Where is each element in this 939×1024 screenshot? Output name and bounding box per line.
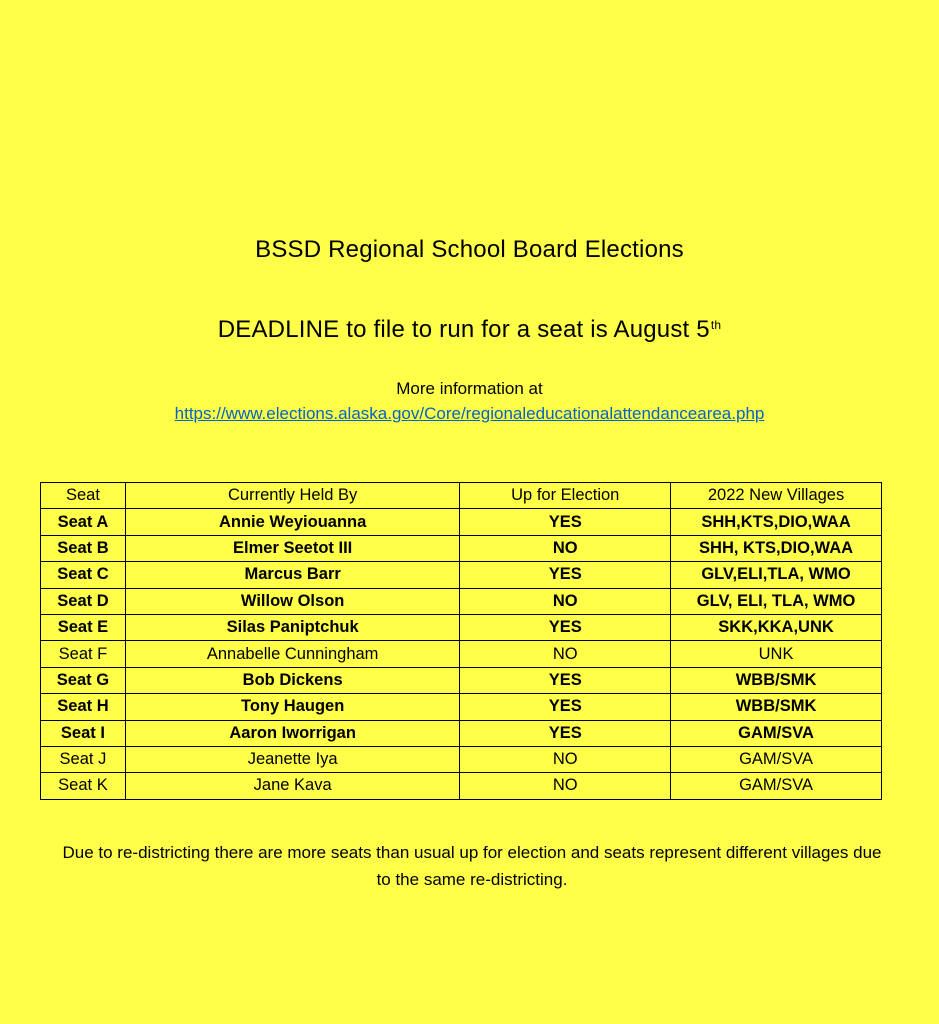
header-seat: Seat — [41, 483, 126, 509]
seat-cell: Seat J — [41, 746, 126, 772]
table-row — [41, 746, 882, 772]
holder-cell: Willow Olson — [125, 588, 460, 614]
seat-cell: Seat C — [41, 562, 126, 588]
villages-cell: SKK,KKA,UNK — [671, 614, 882, 640]
table-row — [41, 562, 882, 588]
holder-cell: Silas Paniptchuk — [125, 614, 460, 640]
villages-cell: WBB/SMK — [671, 667, 882, 693]
table-row — [41, 694, 882, 720]
holder-cell: Annabelle Cunningham — [125, 641, 460, 667]
seat-cell: Seat K — [41, 773, 126, 799]
holder-cell: Marcus Barr — [125, 562, 460, 588]
up-for-election-cell: NO — [460, 746, 671, 772]
seat-cell: Seat F — [41, 641, 126, 667]
seats-table — [40, 482, 882, 800]
table-header-row — [41, 483, 882, 509]
more-info-label: More information at — [396, 379, 543, 398]
table-row — [41, 588, 882, 614]
seats-table-body — [41, 509, 882, 799]
seat-cell: Seat B — [41, 535, 126, 561]
elections-link-line — [0, 404, 939, 424]
header-up-for-election: Up for Election — [460, 483, 671, 509]
up-for-election-cell: YES — [460, 694, 671, 720]
villages-cell: GLV, ELI, TLA, WMO — [671, 588, 882, 614]
deadline-superscript: th — [710, 318, 722, 332]
header-new-villages: 2022 New Villages — [671, 483, 882, 509]
villages-cell: GAM/SVA — [671, 746, 882, 772]
table-row — [41, 641, 882, 667]
seat-cell: Seat G — [41, 667, 126, 693]
up-for-election-cell: YES — [460, 509, 671, 535]
villages-cell: SHH, KTS,DIO,WAA — [671, 535, 882, 561]
table-row — [41, 535, 882, 561]
up-for-election-cell: YES — [460, 720, 671, 746]
holder-cell: Jane Kava — [125, 773, 460, 799]
seat-cell: Seat D — [41, 588, 126, 614]
holder-cell: Jeanette Iya — [125, 746, 460, 772]
holder-cell: Aaron Iworrigan — [125, 720, 460, 746]
villages-cell: SHH,KTS,DIO,WAA — [671, 509, 882, 535]
villages-cell: GAM/SVA — [671, 720, 882, 746]
up-for-election-cell: NO — [460, 588, 671, 614]
villages-cell: WBB/SMK — [671, 694, 882, 720]
up-for-election-cell: YES — [460, 562, 671, 588]
header-currently-held-by: Currently Held By — [125, 483, 460, 509]
table-row — [41, 614, 882, 640]
deadline-notice — [0, 316, 939, 344]
deadline-text: DEADLINE to file to run for a seat is August 5 — [217, 316, 710, 343]
seat-cell: Seat E — [41, 614, 126, 640]
table-row — [41, 667, 882, 693]
holder-cell: Bob Dickens — [125, 667, 460, 693]
elections-link[interactable]: https://www.elections.alaska.gov/Core/regionaleducationalattendancearea.php — [174, 404, 765, 423]
seat-cell: Seat H — [41, 694, 126, 720]
holder-cell: Elmer Seetot III — [125, 535, 460, 561]
footnote: Due to re-districting there are more seats than usual up for election and seats represent different villages due to the same re-districting. — [62, 843, 882, 889]
table-row — [41, 720, 882, 746]
villages-cell: GAM/SVA — [671, 773, 882, 799]
up-for-election-cell: YES — [460, 614, 671, 640]
holder-cell: Tony Haugen — [125, 694, 460, 720]
villages-cell: UNK — [671, 641, 882, 667]
seat-cell: Seat I — [41, 720, 126, 746]
page-title: BSSD Regional School Board Elections — [255, 236, 684, 263]
villages-cell: GLV,ELI,TLA, WMO — [671, 562, 882, 588]
table-row — [41, 773, 882, 799]
up-for-election-cell: NO — [460, 641, 671, 667]
up-for-election-cell: NO — [460, 535, 671, 561]
holder-cell: Annie Weyiouanna — [125, 509, 460, 535]
table-row — [41, 509, 882, 535]
seat-cell: Seat A — [41, 509, 126, 535]
up-for-election-cell: YES — [460, 667, 671, 693]
up-for-election-cell: NO — [460, 773, 671, 799]
